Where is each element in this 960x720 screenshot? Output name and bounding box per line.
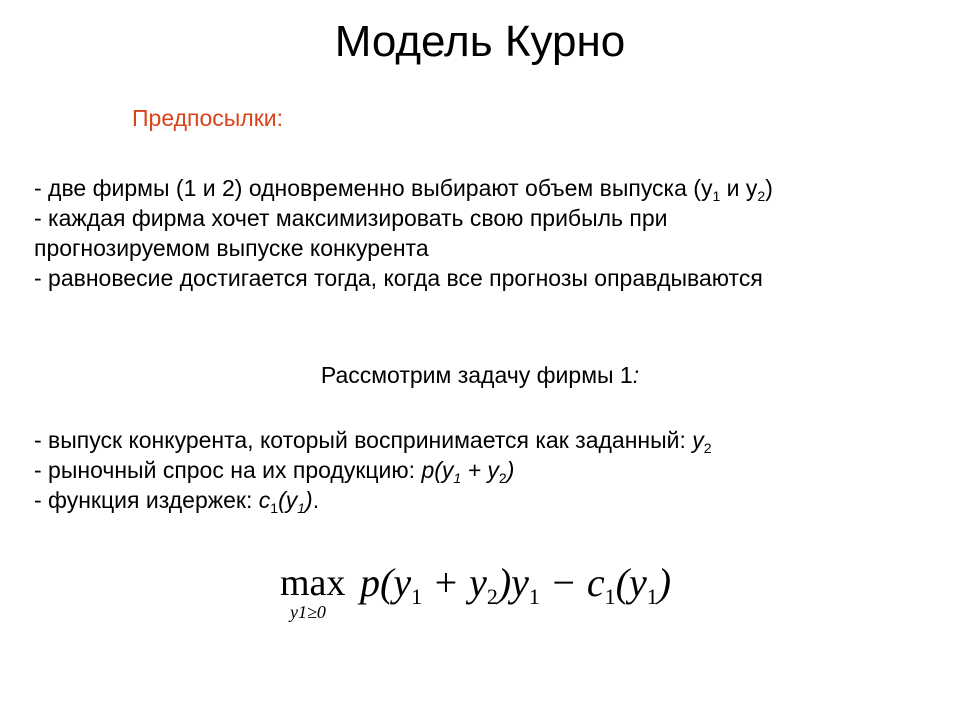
max-constraint: y1≥0 [290,602,326,622]
subscript: 2 [757,188,766,204]
formula-part: + y [422,560,487,605]
expression-part: p(y [421,457,454,483]
formula-part: )y [497,560,529,605]
formula-part: (y [615,560,647,605]
subscript: 2 [498,470,507,486]
premise-line-3: прогнозируемом выпуске конкурента [34,235,429,261]
max-operator: max [280,562,346,604]
premise-line-1 [34,173,934,203]
premise-line-4: - равновесие достигается тогда, когда все прогнозы оправдываются [34,265,763,291]
subscript: 1 [453,470,462,486]
subscript: 1 [270,500,279,516]
subscript: 1 [528,584,540,609]
premises-heading: Предпосылки: [132,105,284,131]
premise-line-1-mid: и y [720,175,758,201]
task-heading-text: Рассмотрим задачу фирмы 1 [320,362,633,388]
subscript: 1 [712,188,721,204]
subscript: 1 [646,584,658,609]
subscript: 2 [486,584,498,609]
expression-part: c [258,487,271,513]
subscript: 1 [411,584,423,609]
premises-list [34,173,934,293]
variable: y [692,427,704,453]
task-item-3-end: . [312,487,320,513]
task-heading [0,360,960,390]
expression-part: ) [506,457,515,483]
task-item-1-text: - выпуск конкурента, который воспринимается как заданный: [34,427,693,453]
formula-part: − c [539,560,605,605]
formula-body [360,560,672,609]
task-item-3-text: - функция издержек: [34,487,259,513]
task-heading-colon: : [632,362,640,388]
task-item-3 [34,485,934,515]
subscript: 2 [703,440,712,456]
task-item-2 [34,455,934,485]
task-list [34,425,934,515]
subscript: 1 [604,584,616,609]
premise-line-1-text: - две фирмы (1 и 2) одновременно выбирают объем выпуска (y [34,175,713,201]
premise-line-2: - каждая фирма хочет максимизировать свою прибыль при [34,205,668,231]
premise-line-1-end: ) [765,175,773,201]
expression-part: + y [461,457,499,483]
expression-part: ) [305,487,313,513]
slide-title: Модель Курно [334,17,626,66]
task-item-2-text: - рыночный спрос на их продукцию: [34,457,422,483]
subscript: 1 [297,500,306,516]
formula-part: p(y [360,560,412,605]
profit-maximization-formula [278,555,728,635]
formula-part: ) [657,560,672,605]
task-item-1 [34,425,934,455]
expression-part: (y [278,487,298,513]
